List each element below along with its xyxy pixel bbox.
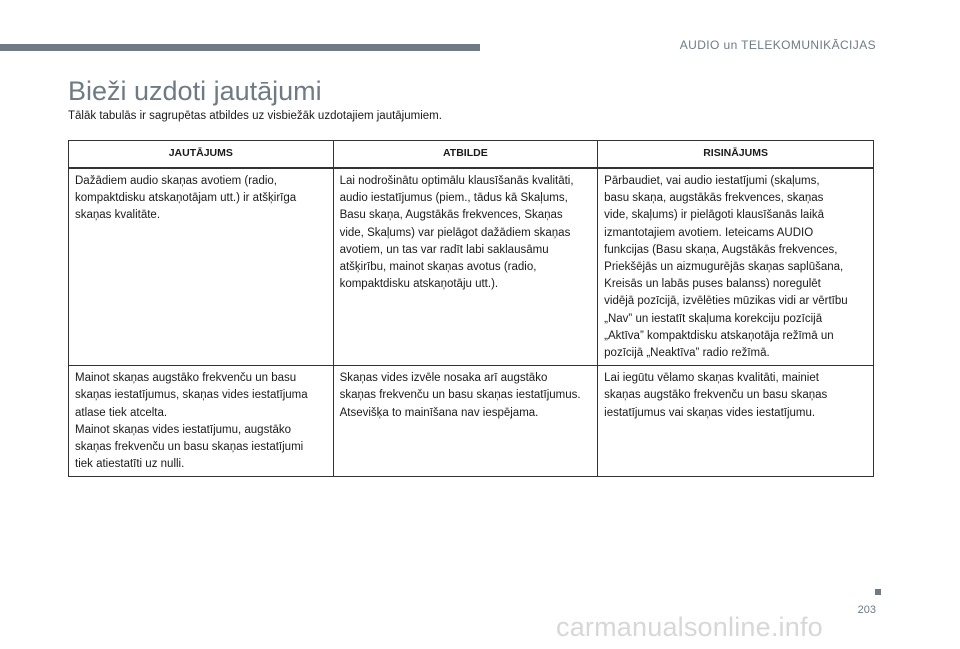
answer-cell: Lai nodrošinātu optimālu klausīšanās kvalitāti, audio iestatījumus (piem., tādus kā Skaļums, Basu skaņa, Augstākās frekvences, Skaņas vide, Skaļums) var pielāgot dažādiem skaņas avotiem, un tas var radīt labi saklausāmu atšķirību, mainot skaņas avotus (radio, kompaktdisku atskaņotāju utt.). bbox=[333, 168, 598, 366]
column-header-solution: RISINĀJUMS bbox=[598, 141, 874, 169]
continuation-marker bbox=[875, 589, 881, 595]
solution-cell: Pārbaudiet, vai audio iestatījumi (skaļums, basu skaņa, augstākās frekvences, skaņas vide, skaļums) ir pielāgoti klausīšanās laikā izmantotajiem avotiem. Ieteicams AUDIO funkcijas (Basu skaņa, Augstākās frekvences, Priekšējās un aizmugurējās skaņas saplūšana, Kreisās un labās puses balanss) noregulēt vidējā pozīcijā, izvēlēties mūzikas vidi ar vērtību „Nav” un iestatīt skaļuma korekciju pozīcijā „Aktīva” kompaktdisku atskaņotāja režīmā un pozīcijā „Neaktīva” radio režīmā. bbox=[598, 168, 874, 366]
solution-cell: Lai iegūtu vēlamo skaņas kvalitāti, mainiet skaņas augstāko frekvenču un basu skaņas iestatījumus vai skaņas vides iestatījumu. bbox=[598, 366, 874, 477]
table-header-row bbox=[69, 141, 874, 169]
page-number: 203 bbox=[857, 604, 876, 616]
table-row bbox=[69, 366, 874, 477]
column-header-answer: ATBILDE bbox=[333, 141, 598, 169]
answer-cell: Skaņas vides izvēle nosaka arī augstāko skaņas frekvenču un basu skaņas iestatījumus. Atsevišķa to mainīšana nav iespējama. bbox=[333, 366, 598, 477]
faq-table bbox=[68, 140, 874, 477]
page-title: Bieži uzdoti jautājumi bbox=[68, 76, 322, 106]
table-row bbox=[69, 168, 874, 366]
question-cell: Mainot skaņas augstāko frekvenču un basu skaņas iestatījumus, skaņas vides iestatījuma atlase tiek atcelta. Mainot skaņas vides iestatījumu, augstāko skaņas frekvenču un basu skaņas iestatījumi tiek atiestatīti uz nulli. bbox=[69, 366, 334, 477]
question-cell: Dažādiem audio skaņas avotiem (radio, kompaktdisku atskaņotājam utt.) ir atšķirīga skaņas kvalitāte. bbox=[69, 168, 334, 366]
top-accent-bar bbox=[0, 44, 480, 51]
section-header: AUDIO un TELEKOMUNIKĀCIJAS bbox=[679, 38, 876, 52]
intro-text: Tālāk tabulās ir sagrupētas atbildes uz visbiežāk uzdotajiem jautājumiem. bbox=[68, 110, 442, 122]
watermark: carmanualsonline.info bbox=[556, 612, 823, 642]
column-header-question: JAUTĀJUMS bbox=[69, 141, 334, 169]
